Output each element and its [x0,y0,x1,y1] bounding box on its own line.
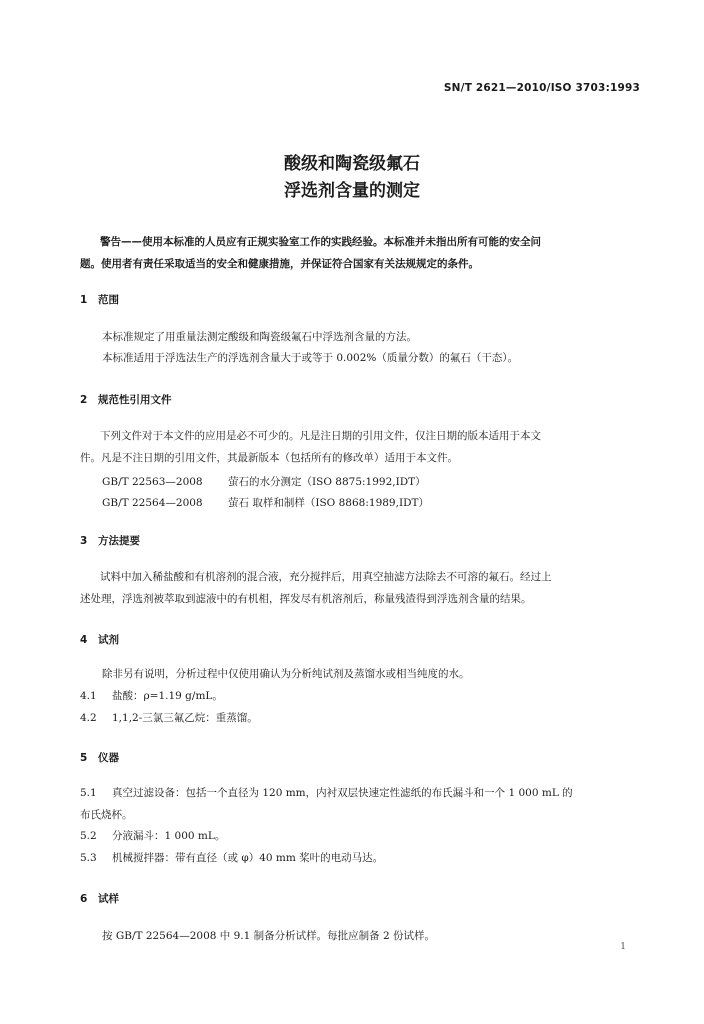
item-number: 5.3 [80,852,97,864]
reference-code: GB/T 22563—2008 [102,476,203,488]
warning-line1: 警告——使用本标准的人员应有正规实验室工作的实践经验。本标准并未指出所有可能的安全问 [100,236,541,248]
section-2-paragraph [80,425,662,469]
item-number: 4.1 [80,690,97,702]
section-number: 2 [80,394,88,406]
reference-item [102,474,426,489]
section-number: 5 [80,752,88,764]
item-text: 盐酸：ρ=1.19 g/mL。 [112,690,223,702]
section-number: 4 [80,634,88,646]
section-2-line2: 件。凡是不注日期的引用文件，其最新版本（包括所有的修改单）适用于本文件。 [80,452,458,464]
item-text: 分液漏斗：1 000 mL。 [112,830,226,842]
reference-item [102,495,429,510]
item-text: 机械搅拌器：带有直径（或 φ）40 mm 桨叶的电动马达。 [112,852,384,864]
item-number: 5.2 [80,830,97,842]
warning-line2: 题。使用者有责任采取适当的安全和健康措施，并保证符合国家有关法规规定的条件。 [80,258,479,270]
list-item [80,828,225,843]
list-item [80,850,383,865]
section-1-p1: 本标准规定了用重量法测定酸级和陶瓷级氟石中浮选剂含量的方法。 [102,331,417,343]
section-number: 3 [80,535,88,547]
section-title: 试剂 [98,634,119,646]
reference-code: GB/T 22564—2008 [102,497,203,509]
list-item [80,710,258,725]
item-number: 4.2 [80,712,97,724]
section-4-heading [80,632,119,647]
section-3-line1: 试料中加入稀盐酸和有机溶剂的混合液，充分搅拌后，用真空抽滤方法除去不可溶的氟石。经过上 [100,571,552,583]
reference-title: 萤石的水分测定（ISO 8875:1992,IDT） [228,476,426,488]
section-title: 规范性引用文件 [98,394,172,406]
section-6-heading [80,891,119,906]
section-1-heading [80,292,119,307]
section-number: 1 [80,294,88,306]
section-title: 方法提要 [98,535,140,547]
section-2-line1: 下列文件对于本文件的应用是必不可少的。凡是注日期的引用文件，仅注日期的版本适用于本文 [100,430,541,442]
document-title-line2: 浮选剂含量的测定 [284,181,420,201]
section-5-heading [80,750,119,765]
section-2-heading [80,392,172,407]
list-item [80,785,573,800]
item-text: 1,1,2-三氯三氟乙烷：重蒸馏。 [112,712,258,724]
page-number: 1 [620,942,626,952]
section-title: 仪器 [98,752,119,764]
section-title: 试样 [98,893,119,905]
section-6-p1: 按 GB/T 22564—2008 中 9.1 制备分析试样。每批应制备 2 份试样。 [102,930,436,942]
reference-title: 萤石 取样和制样（ISO 8868:1989,IDT） [228,497,430,509]
item-text: 真空过滤设备：包括一个直径为 120 mm，内衬双层快速定性滤纸的布氏漏斗和一个 1 000 mL 的 [112,787,573,799]
section-3-paragraph [80,566,662,610]
section-1-p2: 本标准适用于浮选法生产的浮选剂含量大于或等于 0.002%（质量分数）的氟石（干态）。 [102,352,519,364]
warning-paragraph [80,231,662,275]
item-number: 5.1 [80,787,97,799]
standard-code: SN/T 2621—2010/ISO 3703:1993 [443,82,640,94]
document-title-line1: 酸级和陶瓷级氟石 [284,154,420,174]
list-item [80,688,223,703]
section-number: 6 [80,893,88,905]
section-3-heading [80,533,140,548]
section-4-p1: 除非另有说明，分析过程中仅使用确认为分析纯试剂及蒸馏水或相当纯度的水。 [102,668,470,680]
section-3-line2: 述处理，浮选剂被萃取到滤液中的有机相，挥发尽有机溶剂后，称量残渣得到浮选剂含量的结果。 [80,593,532,605]
list-item-continuation: 布氏烧杯。 [80,809,133,821]
section-title: 范围 [98,294,119,306]
